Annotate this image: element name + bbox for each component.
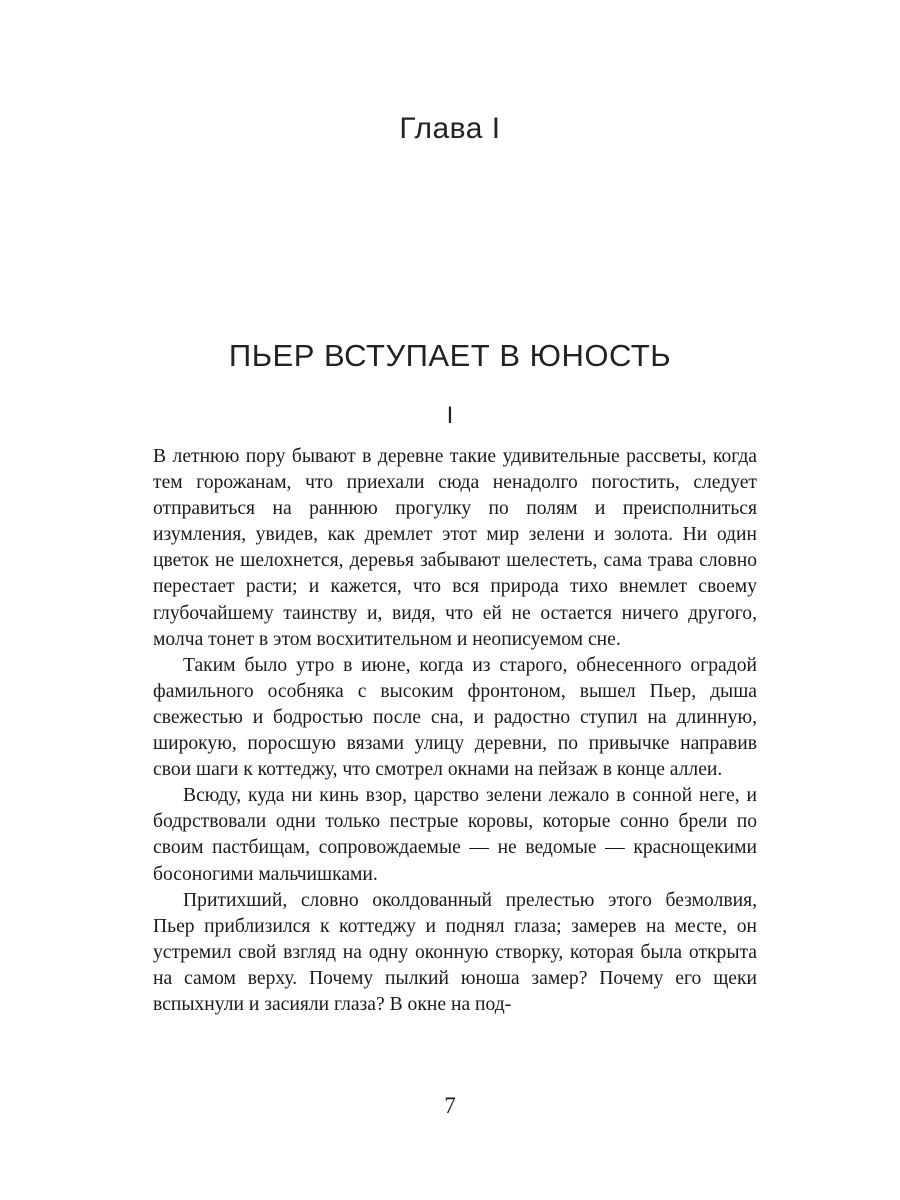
paragraph-2: Таким было утро в июне, когда из старого, обнесенного оградой фамильного особняка с высоким фронтоном, вышел Пьер, дыша свежестью и бодростью после сна, и радостно ступил на длинную, широкую, поросшую вязами улицу деревни, по привычке направив свои шаги к коттеджу, что смотрел окнами на пейзаж в конце аллеи. xyxy=(153,654,757,781)
paragraph-1: В летнюю пору бывают в деревне такие удивительные рассветы, когда тем горожанам, что приехали сюда ненадолго погостить, следует отправиться на раннюю прогулку по полям и преисполниться изумления, увидев, как дремлет этот мир зелени и золота. Ни один цветок не шелохнется, деревья забывают шелестеть, сама трава словно перестает расти; и кажется, что вся природа тихо внемлет своему глубочайшему таинству и, видя, что ей не остается ничего другого, молча тонет в этом восхитительном и неописуемом сне. xyxy=(153,446,757,650)
body-text xyxy=(153,444,757,1018)
page-number: 7 xyxy=(444,1093,456,1118)
section-number: I xyxy=(446,402,454,429)
part-title: ПЬЕР ВСТУПАЕТ В ЮНОСТЬ xyxy=(228,338,672,373)
paragraph-4: Притихший, словно околдованный прелестью этого безмолвия, Пьер приблизился к коттеджу и поднял глаза; замерев на месте, он устремил свой взгляд на одну оконную створку, которая была открыта на самом верху. Почему пылкий юноша замер? Почему его щеки вспыхнули и засияли глаза? В окне на под- xyxy=(153,889,757,1015)
chapter-heading: Глава I xyxy=(399,112,501,145)
paragraph-3: Всюду, куда ни кинь взор, царство зелени лежало в сонной неге, и бодрствовали одни только пестрые коровы, которые сонно брели по своим пастбищам, сопровождаемые — не ведомые — краснощекими босоногими мальчишками. xyxy=(153,785,757,885)
